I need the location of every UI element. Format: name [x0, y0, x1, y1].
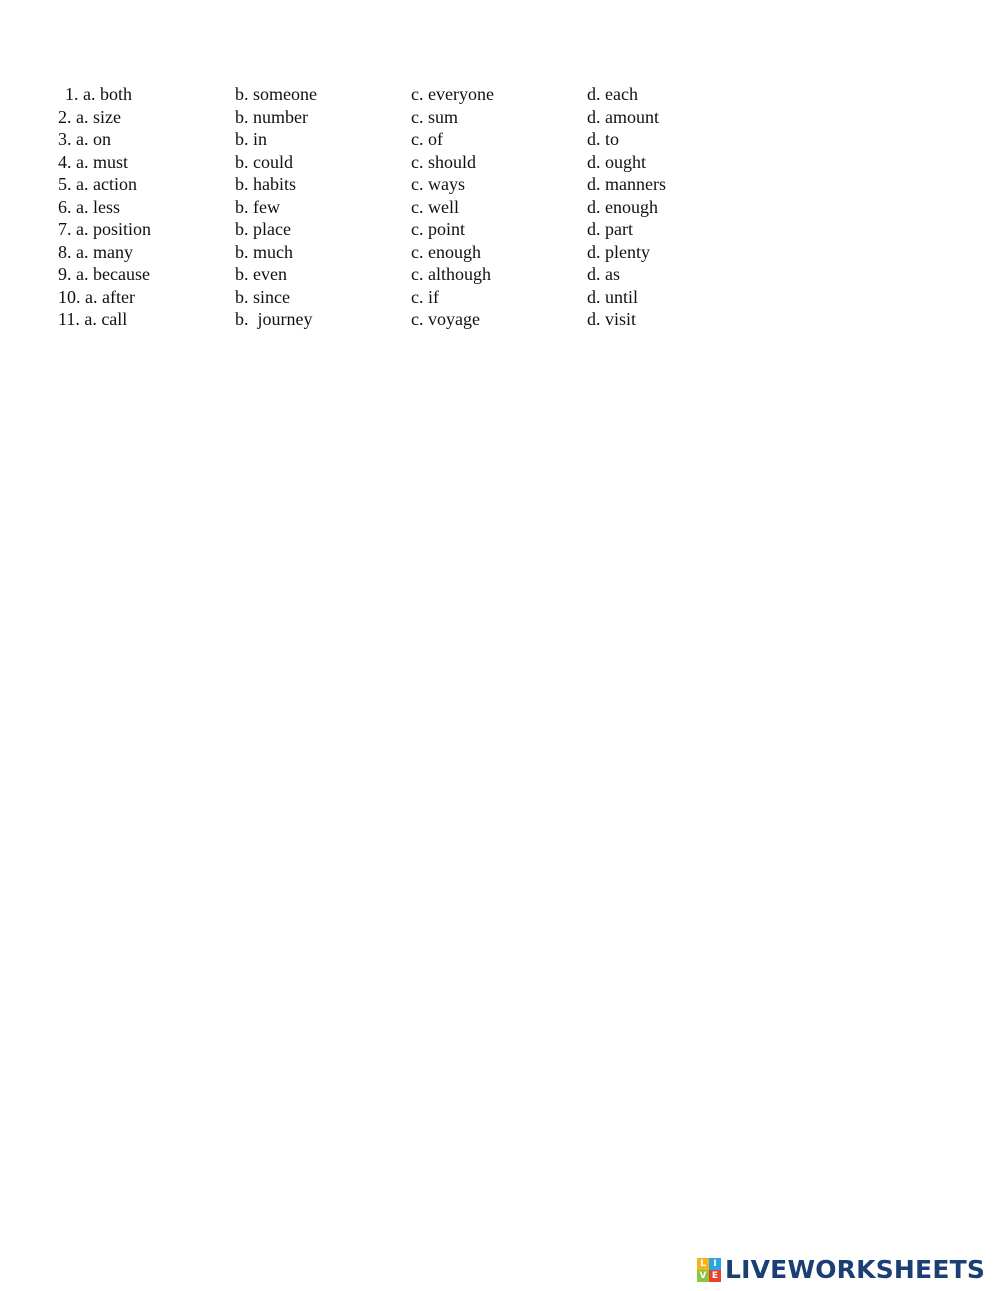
liveworksheets-logo-icon: [697, 1258, 721, 1282]
option-a[interactable]: 3. a. on: [58, 129, 111, 149]
logo-letter: L: [697, 1258, 709, 1270]
option-d[interactable]: d. visit: [587, 309, 637, 329]
option-a[interactable]: 7. a. position: [58, 219, 151, 239]
option-b[interactable]: b. could: [235, 151, 293, 172]
option-c[interactable]: c. should: [411, 151, 476, 172]
option-b[interactable]: b. much: [235, 241, 293, 262]
option-a[interactable]: 5. a. action: [58, 174, 137, 194]
option-c[interactable]: c. everyone: [411, 84, 494, 104]
option-row: [0, 83, 760, 106]
option-a[interactable]: 11. a. call: [58, 309, 128, 329]
option-b[interactable]: b. habits: [235, 174, 296, 194]
option-a[interactable]: 1. a. both: [65, 84, 132, 104]
option-d[interactable]: d. until: [587, 286, 639, 307]
option-c[interactable]: c. of: [411, 129, 443, 149]
option-b[interactable]: b. even: [235, 264, 287, 284]
option-a[interactable]: 2. a. size: [58, 106, 121, 127]
logo-letter: I: [709, 1258, 721, 1270]
option-b[interactable]: b. in: [235, 129, 268, 149]
option-d[interactable]: d. to: [587, 129, 620, 149]
option-d[interactable]: d. manners: [587, 174, 666, 194]
option-d[interactable]: d. as: [587, 264, 620, 284]
logo-letter: E: [709, 1270, 721, 1282]
option-row: [0, 263, 760, 286]
option-d[interactable]: d. each: [587, 84, 638, 104]
option-a[interactable]: 8. a. many: [58, 241, 133, 262]
option-a[interactable]: 4. a. must: [58, 151, 128, 172]
option-d[interactable]: d. plenty: [587, 241, 650, 262]
option-row: [0, 308, 760, 331]
option-c[interactable]: c. although: [411, 264, 491, 284]
option-row: [0, 106, 760, 129]
option-b[interactable]: b. few: [235, 196, 280, 217]
option-row: [0, 173, 760, 196]
option-b[interactable]: b. someone: [235, 84, 317, 104]
option-b[interactable]: b. since: [235, 286, 290, 307]
option-c[interactable]: c. sum: [411, 106, 458, 127]
option-c[interactable]: c. if: [411, 286, 439, 307]
option-c[interactable]: c. point: [411, 219, 465, 239]
option-d[interactable]: d. part: [587, 219, 633, 239]
option-row: [0, 241, 760, 264]
answer-options-list: [0, 83, 760, 331]
option-c[interactable]: c. enough: [411, 241, 481, 262]
option-a[interactable]: 9. a. because: [58, 264, 150, 284]
option-row: [0, 151, 760, 174]
option-d[interactable]: d. enough: [587, 196, 658, 217]
option-a[interactable]: 6. a. less: [58, 196, 120, 217]
option-row: [0, 218, 760, 241]
option-row: [0, 196, 760, 219]
option-c[interactable]: c. voyage: [411, 309, 480, 329]
liveworksheets-brand: [697, 1255, 985, 1285]
option-row: [0, 128, 760, 151]
option-c[interactable]: c. well: [411, 196, 459, 217]
option-b[interactable]: b. place: [235, 219, 291, 239]
option-d[interactable]: d. amount: [587, 106, 659, 127]
option-d[interactable]: d. ought: [587, 151, 647, 172]
option-b[interactable]: b. number: [235, 106, 308, 127]
option-a[interactable]: 10. a. after: [58, 286, 135, 307]
brand-name: LIVEWORKSHEETS: [725, 1255, 986, 1284]
option-b[interactable]: b. journey: [235, 309, 313, 329]
option-c[interactable]: c. ways: [411, 174, 465, 194]
option-row: [0, 286, 760, 309]
logo-letter: V: [697, 1270, 709, 1282]
